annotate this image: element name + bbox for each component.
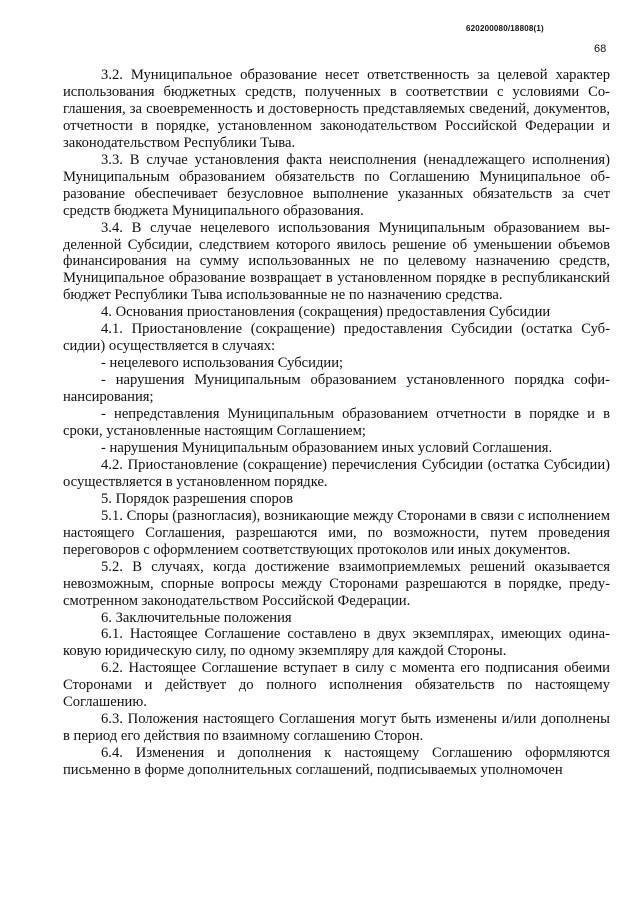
paragraph-6-1: 6.1. Настоящее Соглашение составлено в двух экземплярах, имеющих одинаковую юридическую силу, по одному экземпляру для каждой Стороны.	[63, 626, 610, 660]
page-number: 68	[594, 43, 607, 55]
paragraph-3-4: 3.4. В случае нецелевого использования Муниципальным образованием выделенной Субсидии, следствием которого явилось решение об уменьшении объемов финансирования на сумму использованных не по целевому назначению средств, Муниципальное образование возвращает в установленном порядке в республиканский бюджет Республики Тыва использованные не по назначению средства.	[63, 219, 610, 304]
paragraph-4-2: 4.2. Приостановление (сокращение) перечисления Субсидии (остатка Субсидии) осуществляется в установленном порядке.	[63, 456, 610, 490]
paragraph-6-3: 6.3. Положения настоящего Соглашения могут быть изменены и/или дополнены в период его действия по взаимному соглашению Сторон.	[63, 711, 610, 745]
section-heading-5: 5. Порядок разрешения споров	[101, 490, 293, 507]
list-item: - нецелевого использования Субсидии;	[101, 355, 344, 372]
paragraph-6-4: 6.4. Изменения и дополнения к настоящему Соглашению оформляются письменно в форме дополнительных соглашений, подписываемых уполномочен	[63, 745, 610, 779]
paragraph-4-1: 4.1. Приостановление (сокращение) предоставления Субсидии (остатка Субсидии) осуществляется в случаях:	[63, 321, 610, 355]
document-body	[63, 67, 610, 779]
paragraph-6-2: 6.2. Настоящее Соглашение вступает в силу с момента его подписания обеими Сторонами и действует до полного исполнения обязательств по настоящему Соглашению.	[63, 660, 610, 711]
paragraph-5-2: 5.2. В случаях, когда достижение взаимоприемлемых решений оказывается невозможным, спорные вопросы между Сторонами разрешаются в порядке, предусмотренном законодательством Российской Федерации.	[63, 558, 610, 609]
paragraph-3-2: 3.2. Муниципальное образование несет ответственность за целевой характер использования бюджетных средств, полученных в соответствии с условиями Соглашения, за своевременность и достоверность представляемых сведений, документов, отчетности в порядке, установленном законодательством Российской Федерации и законодательством Республики Тыва.	[63, 67, 610, 151]
paragraph-3-3: 3.3. В случае установления факта неисполнения (ненадлежащего исполнения) Муниципальным образованием обязательств по Соглашению Муниципальное образование обеспечивает безусловное выполнение указанных обязательств за счет средств бюджета Муниципального образования.	[63, 151, 610, 219]
document-code: 620200080/18808(1)	[466, 24, 544, 33]
list-item: - непредставления Муниципальным образованием отчетности в порядке и в сроки, установленные настоящим Соглашением;	[63, 406, 610, 440]
list-item: - нарушения Муниципальным образованием установленного порядка софинансирования;	[63, 372, 610, 406]
section-heading-6: 6. Заключительные положения	[101, 609, 292, 626]
section-heading-4: 4. Основания приостановления (сокращения) предоставления Субсидии	[101, 304, 551, 321]
list-item: - нарушения Муниципальным образованием иных условий Соглашения.	[101, 439, 553, 456]
paragraph-5-1: 5.1. Споры (разногласия), возникающие между Сторонами в связи с исполнением настоящего Соглашения, разрешаются ими, по возможности, путем проведения переговоров с оформлением соответствующих протоколов или иных документов.	[63, 507, 610, 558]
